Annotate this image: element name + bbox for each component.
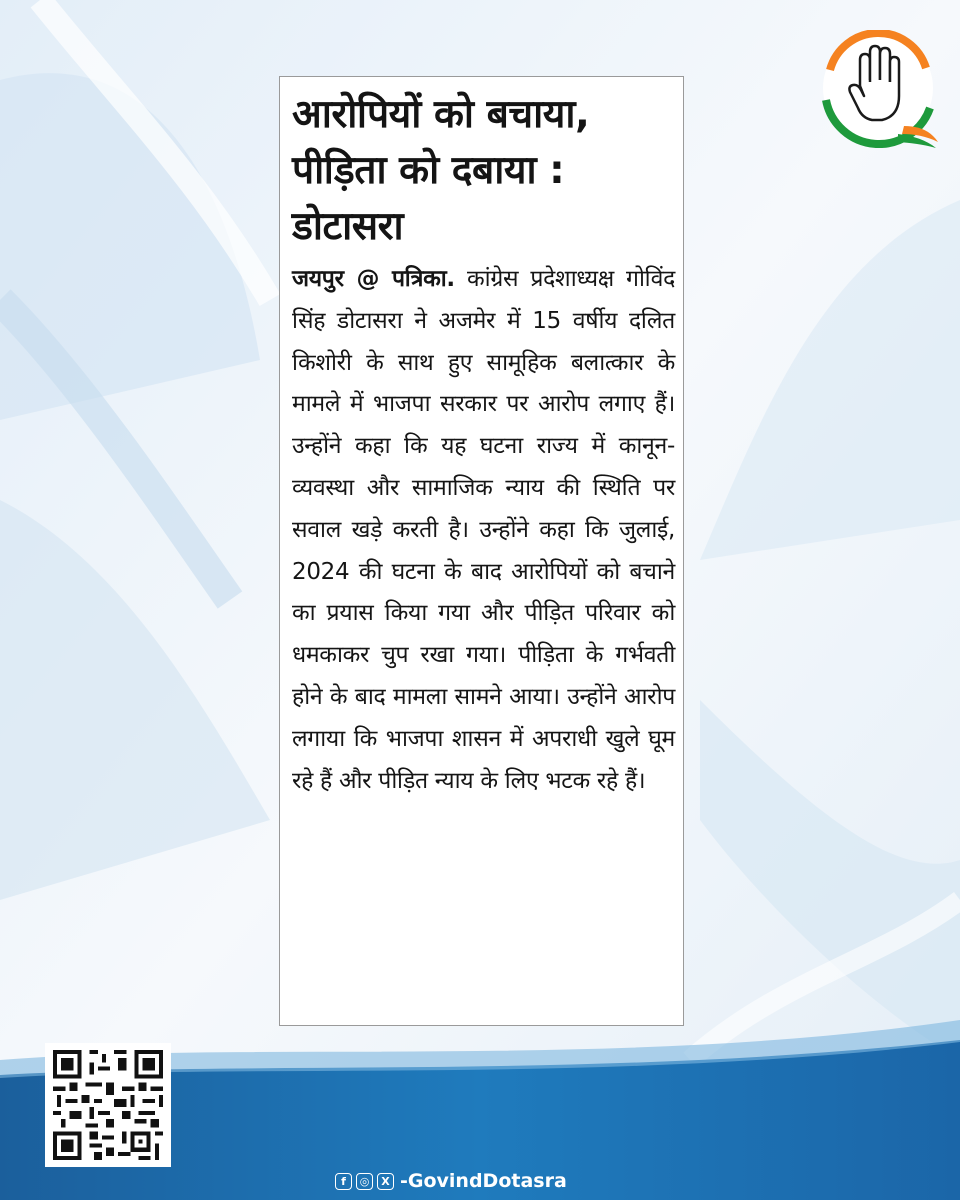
newspaper-clipping (279, 76, 684, 1026)
headline: आरोपियों को बचाया, पीड़िता को दबाया : डोटासरा (292, 92, 590, 249)
social-handle: -GovindDotasra (400, 1170, 567, 1192)
instagram-icon: ◎ (356, 1173, 373, 1190)
qr-code (45, 1043, 171, 1167)
facebook-icon: f (335, 1173, 352, 1190)
party-logo (818, 30, 942, 148)
article-text: कांग्रेस प्रदेशाध्यक्ष गोविंद सिंह डोटासरा ने अजमेर में 15 वर्षीय दलित किशोरी के साथ हुए सामूहिक बलात्कार के मामले में भाजपा सरकार पर आरोप लगाए हैं। उन्होंने कहा कि यह घटना राज्य में कानून-व्यवस्था और सामाजिक न्याय की स्थिति पर सवाल खड़े करती है। उन्होंने कहा कि जुलाई, 2024 की घटना के बाद आरोपियों को बचाने का प्रयास किया गया और पीड़ित परिवार को धमकाकर चुप रखा गया। पीड़िता के गर्भवती होने के बाद मामला सामने आया। उन्होंने आरोप लगाया कि भाजपा शासन में अपराधी खुले घूम रहे हैं और पीड़ित न्याय के लिए भटक रहे हैं। (292, 266, 676, 794)
byline: जयपुर @ पत्रिका. (292, 266, 455, 292)
article-body (292, 259, 675, 802)
x-icon: X (377, 1173, 394, 1190)
social-footer (335, 1168, 567, 1194)
